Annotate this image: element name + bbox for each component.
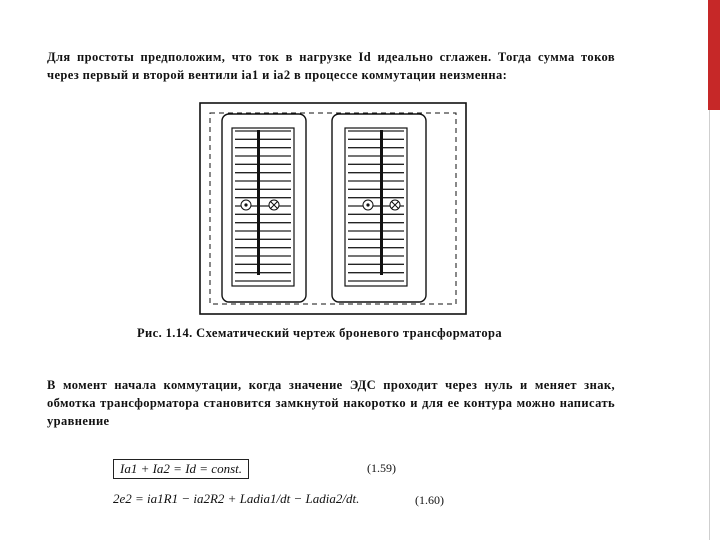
left-window bbox=[222, 114, 306, 302]
divider-line bbox=[709, 110, 710, 540]
equation-1-number: (1.59) bbox=[367, 461, 396, 475]
equation-2: 2e2 = ia1R1 − ia2R2 + Ladia1/dt − Ladia2/dt. bbox=[113, 491, 360, 506]
figure-caption: Рис. 1.14. Схематический чертеж броневого трансформатора bbox=[137, 326, 503, 340]
equation-2-number: (1.60) bbox=[415, 493, 444, 507]
intro-paragraph: Для простоты предположим, что ток в нагрузке Id идеально сглажен. Тогда сумма токов через первый и второй вентили ia1 и ia2 в процессе коммутации неизменна: bbox=[47, 50, 615, 82]
equation-1: Ia1 + Ia2 = Id = const. bbox=[113, 459, 249, 479]
commutation-paragraph: В момент начала коммутации, когда значение ЭДС проходит через нуль и меняет знак, обмотка трансформатора становится замкнутой накоротко и для ее контура можно написать уравнение bbox=[47, 378, 615, 428]
transformer-figure bbox=[198, 101, 468, 316]
accent-bar bbox=[708, 0, 720, 110]
right-window bbox=[332, 114, 426, 302]
